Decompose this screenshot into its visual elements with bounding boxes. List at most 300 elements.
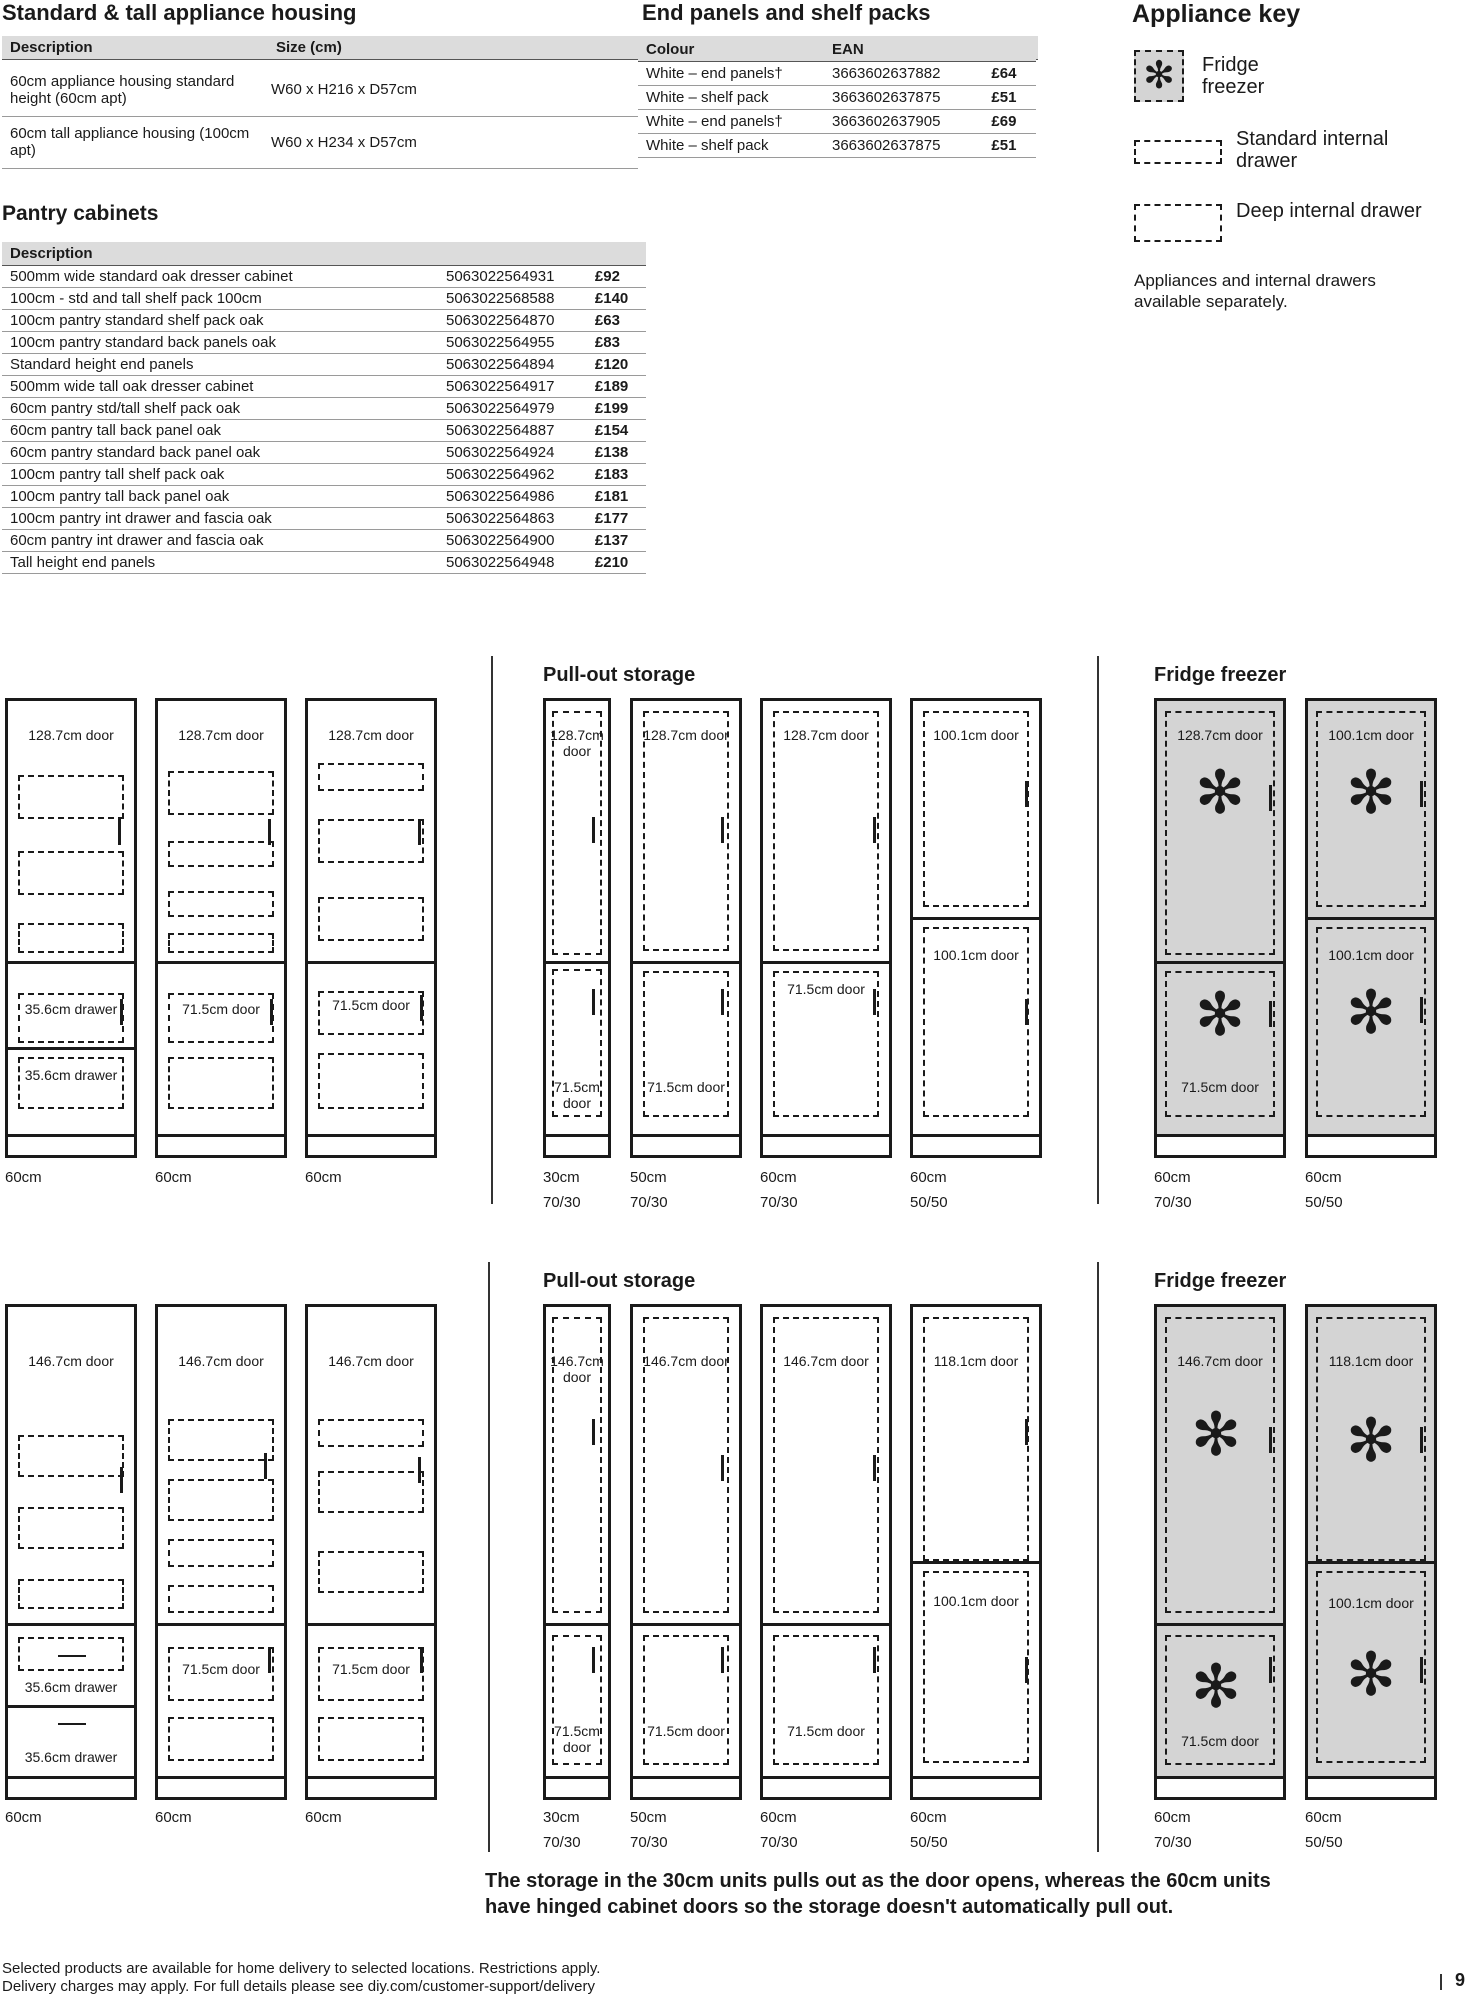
door-label: 118.1cm door (1328, 1353, 1414, 1369)
key-standard-swatch (1134, 140, 1222, 164)
table-row (2, 354, 646, 376)
pantry-ean: 5063022564894 (438, 354, 587, 376)
internal-drawer (168, 1539, 274, 1567)
door-label: 71.5cm door (787, 981, 865, 997)
handle-bar (58, 1723, 86, 1725)
ratio-caption: 50/50 (910, 1834, 948, 1851)
internal-drawer (318, 1419, 424, 1447)
table-row (638, 110, 1036, 134)
pantry-price: £189 (587, 376, 646, 398)
table-row (2, 420, 646, 442)
internal-drawer (18, 775, 124, 819)
pantry-price: £177 (587, 508, 646, 530)
width-caption: 60cm (155, 1169, 192, 1186)
key-title: Appliance key (1132, 0, 1301, 28)
handle-icon (592, 1647, 595, 1673)
housing-rows (2, 64, 638, 169)
pantry-price: £138 (587, 442, 646, 464)
door-divider (763, 961, 889, 964)
width-caption: 60cm (1154, 1169, 1191, 1186)
plinth (1308, 1776, 1434, 1797)
cabinet (760, 698, 892, 1158)
pantry-desc: 60cm pantry standard back panel oak (2, 442, 438, 464)
door-divider (158, 1623, 284, 1626)
handle-icon (721, 817, 724, 843)
door-label: 71.5cm door (554, 1079, 600, 1111)
handle-icon (418, 819, 421, 845)
table-row (2, 464, 646, 486)
ratio-caption: 70/30 (1154, 1834, 1192, 1851)
pantry-ean: 5063022564986 (438, 486, 587, 508)
pantry-head-desc: Description (2, 242, 438, 266)
table-row (2, 442, 646, 464)
cabinet (1305, 698, 1437, 1158)
pantry-price: £210 (587, 552, 646, 574)
table-row (2, 398, 646, 420)
pantry-ean: 5063022564900 (438, 530, 587, 552)
handle-icon (1025, 1657, 1028, 1683)
handle-icon (873, 817, 876, 843)
pantry-price: £199 (587, 398, 646, 420)
door-divider (8, 1047, 134, 1050)
housing-row-desc: 60cm appliance housing standard height (60cm apt) (2, 64, 263, 116)
internal-drawer (318, 1717, 424, 1761)
plinth (763, 1776, 889, 1797)
plinth (1157, 1134, 1283, 1155)
key-deep-label: Deep internal drawer (1236, 200, 1422, 222)
endpanels-colour: White – end panels† (638, 62, 824, 86)
door-divider (1308, 1561, 1434, 1564)
handle-icon (120, 999, 123, 1025)
door-divider (633, 1623, 739, 1626)
pantry-ean: 5063022564917 (438, 376, 587, 398)
handle-icon (1269, 785, 1272, 811)
handle-icon (1025, 999, 1028, 1025)
door-label: 35.6cm drawer (24, 1001, 118, 1017)
door-label: 128.7cm door (328, 727, 414, 743)
internal-drawer (168, 1717, 274, 1761)
divider-line (1097, 1262, 1099, 1852)
snowflake-icon: ✻ (1143, 55, 1175, 97)
table-row (2, 310, 646, 332)
door-divider (308, 1623, 434, 1626)
endpanels-ean: 3663602637905 (824, 110, 983, 134)
pantry-desc: Standard height end panels (2, 354, 438, 376)
key-standard-label: Standard internal drawer (1236, 128, 1389, 172)
internal-drawer (168, 841, 274, 867)
pantry-ean: 5063022564924 (438, 442, 587, 464)
door-divider (913, 917, 1039, 920)
width-caption: 60cm (5, 1169, 42, 1186)
table-row (638, 134, 1036, 158)
width-caption: 50cm (630, 1169, 667, 1186)
plinth (913, 1134, 1039, 1155)
endpanels-ean: 3663602637875 (824, 86, 983, 110)
cabinet (910, 698, 1042, 1158)
width-caption: 60cm (910, 1809, 947, 1826)
pantry-ean: 5063022564863 (438, 508, 587, 530)
plinth (158, 1776, 284, 1797)
width-caption: 30cm (543, 1169, 580, 1186)
handle-icon (270, 999, 273, 1025)
internal-drawer (643, 1635, 729, 1765)
cabinet (1305, 1304, 1437, 1800)
internal-drawer (318, 819, 424, 863)
handle-icon (120, 1467, 123, 1493)
width-caption: 60cm (1154, 1809, 1191, 1826)
pantry-ean: 5063022564962 (438, 464, 587, 486)
table-row (2, 332, 646, 354)
door-label: 128.7cm door (1177, 727, 1263, 743)
housing-row-size: W60 x H216 x D57cm (263, 64, 638, 116)
endpanels-ean: 3663602637882 (824, 62, 983, 86)
width-caption: 60cm (305, 1809, 342, 1826)
appliance-key (1132, 0, 1452, 311)
handle-icon (264, 1453, 267, 1479)
internal-drawer (18, 851, 124, 895)
page-divider (1440, 1974, 1442, 1990)
handle-icon (592, 817, 595, 843)
cabinet (910, 1304, 1042, 1800)
handle-icon (268, 1647, 271, 1673)
handle-icon (418, 1457, 421, 1483)
internal-drawer (318, 1471, 424, 1513)
pantry-desc: 60cm pantry std/tall shelf pack oak (2, 398, 438, 420)
footer-line-1: Selected products are available for home delivery to selected locations. Restrictions apply. (2, 1960, 601, 1977)
door-label: 128.7cm door (550, 727, 604, 759)
table-row (2, 530, 646, 552)
endpanels-price: £51 (983, 134, 1036, 158)
ratio-caption: 70/30 (630, 1834, 668, 1851)
endpanels-title: End panels and shelf packs (642, 0, 931, 25)
pantry-desc: 60cm pantry int drawer and fascia oak (2, 530, 438, 552)
table-row (2, 116, 638, 168)
handle-icon (1420, 997, 1423, 1023)
cabinet (155, 1304, 287, 1800)
door-divider (546, 1623, 608, 1626)
door-divider (763, 1623, 889, 1626)
internal-drawer (18, 1435, 124, 1477)
width-caption: 60cm (910, 1169, 947, 1186)
width-caption: 30cm (543, 1809, 580, 1826)
table-row (2, 288, 646, 310)
cabinet (5, 698, 137, 1158)
handle-icon (420, 995, 423, 1021)
plinth (546, 1134, 608, 1155)
endpanels-table (638, 38, 1036, 158)
handle-icon (1025, 781, 1028, 807)
table-row (2, 508, 646, 530)
handle-icon (721, 1647, 724, 1673)
snowflake-icon: ✻ (1194, 981, 1246, 1048)
housing-head-size: Size (cm) (268, 36, 604, 60)
internal-drawer (168, 891, 274, 917)
door-label: 100.1cm door (1328, 1595, 1414, 1611)
endpanels-head-colour: Colour (638, 38, 824, 62)
internal-drawer (18, 1057, 124, 1109)
plinth (633, 1776, 739, 1797)
housing-title: Standard & tall appliance housing (2, 0, 357, 25)
handle-icon (721, 989, 724, 1015)
fridge-title: Fridge freezer (1154, 1270, 1287, 1292)
pantry-ean: 5063022564979 (438, 398, 587, 420)
door-divider (8, 1705, 134, 1708)
key-note: Appliances and internal drawers available separately. (1134, 271, 1376, 311)
door-label: 100.1cm door (933, 947, 1019, 963)
door-label: 71.5cm door (182, 1001, 260, 1017)
handle-icon (1025, 1419, 1028, 1445)
table-row (638, 62, 1036, 86)
pantry-ean: 5063022564870 (438, 310, 587, 332)
ratio-caption: 70/30 (760, 1194, 798, 1211)
ratio-caption: 70/30 (1154, 1194, 1192, 1211)
endpanels-price: £51 (983, 86, 1036, 110)
ratio-caption: 70/30 (543, 1834, 581, 1851)
door-label: 71.5cm door (787, 1723, 865, 1739)
divider-line (488, 1262, 490, 1852)
pantry-price: £63 (587, 310, 646, 332)
key-fridge-label: Fridge freezer (1202, 54, 1265, 98)
cabinet (630, 698, 742, 1158)
door-label: 71.5cm door (554, 1723, 600, 1755)
pantry-price: £120 (587, 354, 646, 376)
fridge-title: Fridge freezer (1154, 664, 1287, 686)
handle-icon (592, 989, 595, 1015)
cabinet (5, 1304, 137, 1800)
door-label: 118.1cm door (933, 1353, 1019, 1369)
door-label: 35.6cm drawer (24, 1067, 118, 1083)
pantry-price: £137 (587, 530, 646, 552)
door-label: 35.6cm drawer (24, 1749, 118, 1765)
handle-icon (1269, 1657, 1272, 1683)
divider-line (491, 656, 493, 1204)
internal-drawer (18, 1507, 124, 1549)
internal-drawer (168, 1479, 274, 1521)
door-label: 71.5cm door (1181, 1079, 1259, 1095)
handle-icon (1269, 1001, 1272, 1027)
internal-drawer (168, 1585, 274, 1613)
door-label: 146.7cm door (643, 1353, 729, 1369)
cabinet (1154, 698, 1286, 1158)
snowflake-icon: ✻ (1345, 759, 1397, 826)
table-row (2, 486, 646, 508)
internal-drawer (318, 763, 424, 791)
door-label: 100.1cm door (933, 1593, 1019, 1609)
plinth (763, 1134, 889, 1155)
endpanels-price: £64 (983, 62, 1036, 86)
door-divider (8, 1623, 134, 1626)
width-caption: 60cm (155, 1809, 192, 1826)
cabinet (543, 698, 611, 1158)
internal-drawer (168, 1419, 274, 1461)
footer-line-2: Delivery charges may apply. For full details please see diy.com/customer-support/delivery (2, 1978, 596, 1995)
internal-drawer (643, 711, 729, 951)
endpanels-head-ean: EAN (824, 38, 983, 62)
door-divider (158, 961, 284, 964)
door-label: 128.7cm door (28, 727, 114, 743)
endpanels-ean: 3663602637875 (824, 134, 983, 158)
door-label: 71.5cm door (332, 997, 410, 1013)
pantry-desc: 100cm pantry standard back panels oak (2, 332, 438, 354)
door-label: 71.5cm door (1181, 1733, 1259, 1749)
door-label: 146.7cm door (1177, 1353, 1263, 1369)
plinth (158, 1134, 284, 1155)
pantry-desc: 100cm - std and tall shelf pack 100cm (2, 288, 438, 310)
handle-icon (420, 1647, 423, 1673)
door-divider (8, 961, 134, 964)
door-label: 71.5cm door (332, 1661, 410, 1677)
plinth (1157, 1776, 1283, 1797)
cabinet (760, 1304, 892, 1800)
table-row (2, 552, 646, 574)
endpanels-colour: White – end panels† (638, 110, 824, 134)
pullout-title: Pull-out storage (543, 1270, 696, 1292)
pantry-desc: 60cm pantry tall back panel oak (2, 420, 438, 442)
cabinet (305, 1304, 437, 1800)
pantry-desc: 500mm wide tall oak dresser cabinet (2, 376, 438, 398)
ratio-caption: 50/50 (1305, 1194, 1343, 1211)
door-label: 146.7cm door (178, 1353, 264, 1369)
ratio-caption: 70/30 (760, 1834, 798, 1851)
door-label: 71.5cm door (647, 1079, 725, 1095)
door-label: 71.5cm door (647, 1723, 725, 1739)
pantry-desc: 100cm pantry int drawer and fascia oak (2, 508, 438, 530)
internal-drawer (18, 1579, 124, 1609)
pantry-price: £92 (587, 266, 646, 288)
handle-icon (873, 1455, 876, 1481)
internal-drawer (773, 711, 879, 951)
pantry-price: £83 (587, 332, 646, 354)
door-label: 128.7cm door (178, 727, 264, 743)
internal-drawer (168, 933, 274, 953)
width-caption: 60cm (1305, 1169, 1342, 1186)
door-label: 128.7cm door (643, 727, 729, 743)
cabinet (1154, 1304, 1286, 1800)
pantry-desc: Tall height end panels (2, 552, 438, 574)
handle-icon (118, 819, 121, 845)
plinth (8, 1776, 134, 1797)
handle-bar (58, 1655, 86, 1657)
cabinet (543, 1304, 611, 1800)
pullout-title: Pull-out storage (543, 664, 696, 686)
door-label: 146.7cm door (28, 1353, 114, 1369)
pantry-price: £183 (587, 464, 646, 486)
key-fridge-swatch (1134, 50, 1184, 102)
door-label: 100.1cm door (933, 727, 1019, 743)
width-caption: 60cm (1305, 1809, 1342, 1826)
snowflake-icon: ✻ (1194, 759, 1246, 826)
housing-row-size: W60 x H234 x D57cm (263, 116, 638, 168)
door-label: 71.5cm door (182, 1661, 260, 1677)
pantry-desc: 500mm wide standard oak dresser cabinet (2, 266, 438, 288)
cabinet (305, 698, 437, 1158)
ratio-caption: 50/50 (1305, 1834, 1343, 1851)
pantry-price: £154 (587, 420, 646, 442)
storage-note: The storage in the 30cm units pulls out as the door opens, whereas the 60cm units have hinged cabinet doors so the storage doesn't automatically pull out. (485, 1870, 1271, 1918)
internal-drawer (773, 1635, 879, 1765)
pantry-desc: 100cm pantry standard shelf pack oak (2, 310, 438, 332)
plinth (546, 1776, 608, 1797)
snowflake-icon: ✻ (1345, 1407, 1397, 1474)
pantry-ean: 5063022564931 (438, 266, 587, 288)
width-caption: 60cm (305, 1169, 342, 1186)
door-label: 128.7cm door (783, 727, 869, 743)
door-label: 146.7cm door (783, 1353, 869, 1369)
door-divider (546, 961, 608, 964)
pantry-price: £181 (587, 486, 646, 508)
internal-drawer (318, 1551, 424, 1593)
width-caption: 60cm (5, 1809, 42, 1826)
pantry-ean: 5063022564887 (438, 420, 587, 442)
snowflake-icon: ✻ (1345, 979, 1397, 1046)
door-label: 35.6cm drawer (24, 1679, 118, 1695)
door-divider (913, 1561, 1039, 1564)
cabinet (630, 1304, 742, 1800)
door-divider (308, 961, 434, 964)
internal-drawer (168, 1057, 274, 1109)
pantry-ean: 5063022568588 (438, 288, 587, 310)
internal-drawer (318, 897, 424, 941)
door-label: 146.7cm door (328, 1353, 414, 1369)
door-label: 100.1cm door (1328, 727, 1414, 743)
plinth (633, 1134, 739, 1155)
table-row (638, 86, 1036, 110)
ratio-caption: 70/30 (630, 1194, 668, 1211)
table-row (2, 266, 646, 288)
pantry-price: £140 (587, 288, 646, 310)
ratio-caption: 50/50 (910, 1194, 948, 1211)
table-row (2, 376, 646, 398)
handle-icon (721, 1455, 724, 1481)
table-row (2, 64, 638, 116)
endpanels-colour: White – shelf pack (638, 134, 824, 158)
plinth (308, 1134, 434, 1155)
door-divider (1157, 961, 1283, 964)
handle-icon (1420, 1657, 1423, 1683)
ratio-caption: 70/30 (543, 1194, 581, 1211)
endpanels-price: £69 (983, 110, 1036, 134)
snowflake-icon: ✻ (1345, 1641, 1397, 1708)
divider-line (1097, 656, 1099, 1204)
door-divider (633, 961, 739, 964)
handle-icon (873, 1647, 876, 1673)
pantry-title: Pantry cabinets (2, 202, 159, 225)
internal-drawer (1165, 711, 1275, 955)
plinth (308, 1776, 434, 1797)
cabinet (155, 698, 287, 1158)
snowflake-icon: ✻ (1190, 1401, 1242, 1468)
snowflake-icon: ✻ (1190, 1653, 1242, 1720)
door-label: 146.7cm door (550, 1353, 604, 1385)
internal-drawer (18, 1637, 124, 1671)
pantry-desc: 100cm pantry tall shelf pack oak (2, 464, 438, 486)
internal-drawer (318, 1053, 424, 1109)
handle-icon (592, 1419, 595, 1445)
door-divider (1157, 1623, 1283, 1626)
pantry-ean: 5063022564955 (438, 332, 587, 354)
endpanels-colour: White – shelf pack (638, 86, 824, 110)
internal-drawer (18, 923, 124, 953)
width-caption: 60cm (760, 1809, 797, 1826)
width-caption: 50cm (630, 1809, 667, 1826)
handle-icon (1269, 1427, 1272, 1453)
plinth (8, 1134, 134, 1155)
pantry-ean: 5063022564948 (438, 552, 587, 574)
width-caption: 60cm (760, 1169, 797, 1186)
housing-head-desc: Description (2, 36, 268, 60)
plinth (913, 1776, 1039, 1797)
handle-icon (268, 819, 271, 845)
